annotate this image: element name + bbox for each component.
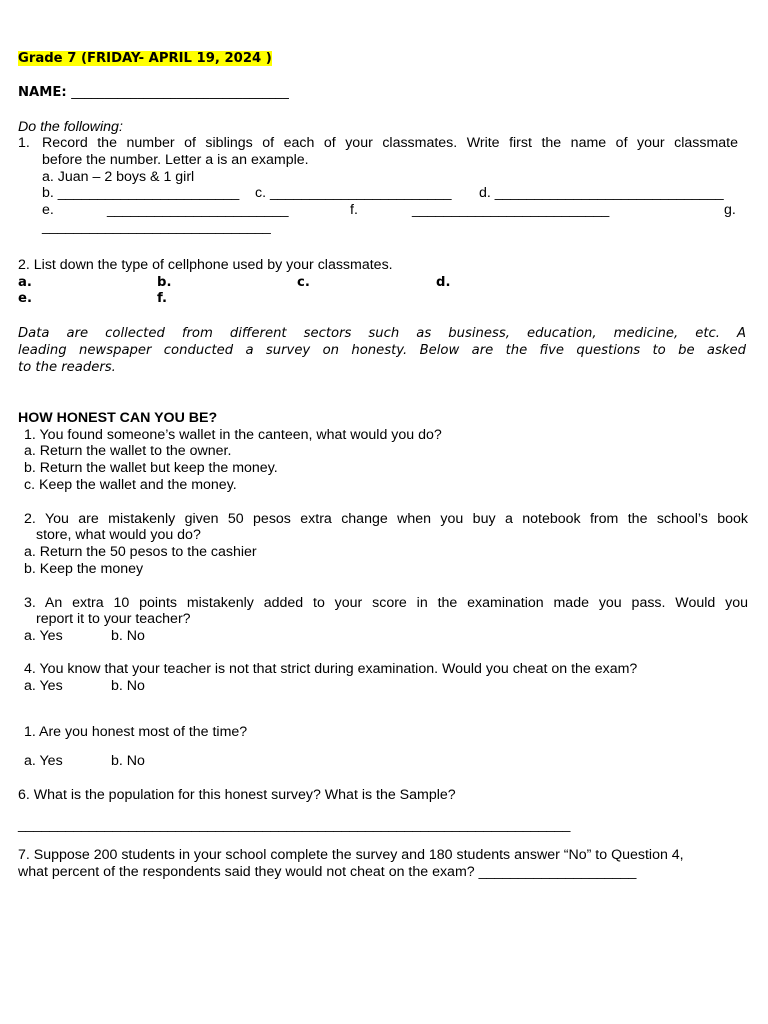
q1-example: a. Juan – 2 boys & 1 girl — [42, 169, 195, 185]
q1-number: 1. — [18, 135, 30, 151]
q1-blank-e: _______________________ — [107, 202, 289, 218]
worksheet-title — [18, 50, 272, 67]
survey-q4-option-b: b. No — [111, 678, 145, 694]
paragraph-line2: leading newspaper conducted a survey on honesty. Below are the five questions to be asked — [18, 343, 746, 358]
survey-q3-option-a: a. Yes — [24, 628, 63, 644]
survey-q1-option-b: b. Return the wallet but keep the money. — [24, 460, 278, 476]
instructions: Do the following: — [18, 119, 123, 135]
q2-label-d: d. — [436, 275, 451, 290]
q1-blank-d: d. _____________________________ — [479, 185, 724, 201]
name-blank: _________________________________ — [71, 85, 289, 100]
survey-q5-option-a: a. Yes — [24, 753, 63, 769]
survey-q5-option-b: b. No — [111, 753, 145, 769]
q1-text-line2: before the number. Letter a is an example. — [42, 152, 309, 168]
survey-q1-option-a: a. Return the wallet to the owner. — [24, 443, 232, 459]
survey-q2-line2: store, what would you do? — [36, 527, 201, 543]
name-label: NAME: — [18, 85, 67, 100]
q1-label-g: g. — [724, 202, 736, 218]
survey-q2-option-b: b. Keep the money — [24, 561, 144, 577]
q1-blank-c: c. _______________________ — [255, 185, 452, 201]
name-line — [18, 84, 289, 101]
q6-blank: ______________________________________________________________________ — [18, 817, 571, 833]
q6-text: 6. What is the population for this honest survey? What is the Sample? — [18, 787, 456, 803]
q1-label-e: e. — [42, 202, 54, 218]
q2-label-b: b. — [157, 275, 172, 290]
q1-text-line1: Record the number of siblings of each of your classmates. Write first the name of your classmate — [42, 135, 738, 151]
q2-label-a: a. — [18, 275, 32, 290]
q7-line1: 7. Suppose 200 students in your school complete the survey and 180 students answer “No” to Question 4, — [18, 847, 684, 863]
survey-q5: 1. Are you honest most of the time? — [24, 724, 248, 740]
survey-q1: 1. You found someone’s wallet in the canteen, what would you do? — [24, 427, 442, 443]
q1-blank-b: b. _______________________ — [42, 185, 240, 201]
title-highlight: Grade 7 (FRIDAY- APRIL 19, 2024 ) — [18, 51, 272, 66]
q7-line2: what percent of the respondents said they would not cheat on the exam? ____________________ — [18, 864, 637, 880]
survey-q4-option-a: a. Yes — [24, 678, 63, 694]
survey-q2-line1: 2. You are mistakenly given 50 pesos extra change when you buy a notebook from the school’s book — [24, 511, 748, 527]
survey-q2-option-a: a. Return the 50 pesos to the cashier — [24, 544, 257, 560]
q2-label-e: e. — [18, 291, 32, 306]
q2-label-c: c. — [297, 275, 310, 290]
survey-q1-option-c: c. Keep the wallet and the money. — [24, 477, 237, 493]
survey-title: HOW HONEST CAN YOU BE? — [18, 410, 218, 426]
q2-label-f: f. — [157, 291, 168, 306]
survey-q3-option-b: b. No — [111, 628, 145, 644]
q1-blank-f: _________________________ — [412, 202, 610, 218]
survey-q4: 4. You know that your teacher is not that strict during examination. Would you cheat on the exam? — [24, 661, 638, 677]
paragraph-line1: Data are collected from different sectors such as business, education, medicine, etc. A — [18, 326, 746, 341]
paragraph-line3: to the readers. — [18, 360, 116, 375]
survey-q3-line1: 3. An extra 10 points mistakenly added to your score in the examination made you pass. Would you — [24, 595, 748, 611]
survey-q3-line2: report it to your teacher? — [36, 611, 191, 627]
q1-blank-g: _____________________________ — [42, 219, 271, 235]
q1-label-f: f. — [350, 202, 358, 218]
q2-text: 2. List down the type of cellphone used by your classmates. — [18, 257, 393, 273]
